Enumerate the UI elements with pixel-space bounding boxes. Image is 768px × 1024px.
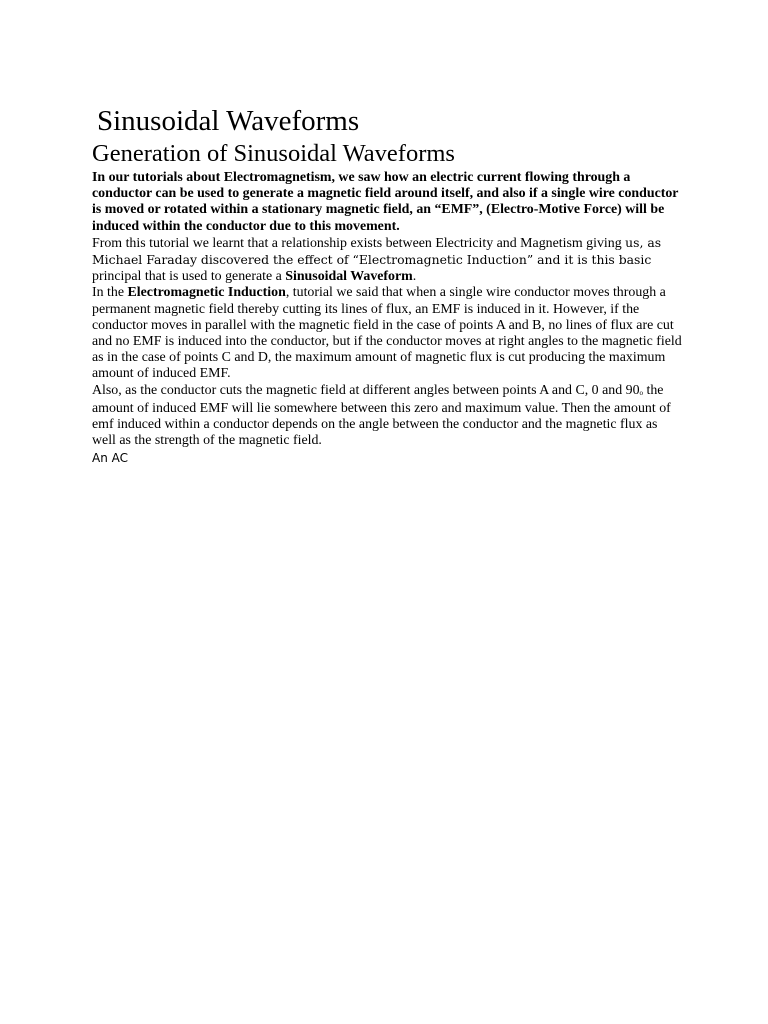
paragraph-faraday-text-2: us, as Michael Faraday discovered the effect of “Electromagnetic Induction” and it is this basic xyxy=(92,234,662,268)
paragraph-faraday-text-3: principal that is used to generate a xyxy=(92,269,286,285)
paragraph-faraday-end: . xyxy=(412,269,417,285)
paragraph-angles-text-2: the amount of induced EMF will lie somewhere between this zero and maximum value. Then the amount of emf induced within a conductor depends on the angle between the conductor and the magnetic flux as well as the strength of the magnetic field. xyxy=(92,382,671,449)
paragraph-faraday xyxy=(92,235,682,286)
document-body xyxy=(92,104,682,466)
sinusoidal-waveform-term: Sinusoidal Waveform xyxy=(285,269,413,285)
paragraph-angles xyxy=(92,383,682,450)
trailing-text: An AC xyxy=(92,451,129,466)
electromagnetic-induction-term: Electromagnetic Induction xyxy=(127,285,286,301)
paragraph-angles-text-1: Also, as the conductor cuts the magnetic field at different angles between points A and C, 0 and 90 xyxy=(92,382,640,398)
document-title: Sinusoidal Waveforms xyxy=(97,105,360,137)
paragraph-induction-text-2: , tutorial we said that when a single wire conductor moves through a permanent magnetic field thereby cutting its lines of flux, an EMF is induced in it. However, if the conductor moves in parallel with the magnetic field in the case of points A and B, no lines of flux are cut and no EMF is induced into the conductor, but if the conductor moves at right angles to the magnetic field as in the case of points C and D, the maximum amount of magnetic flux is cut producing the maximum amount of induced EMF. xyxy=(92,285,682,382)
paragraph-faraday-text-1: From this tutorial we learnt that a relationship exists between Electricity and Magnetism giving xyxy=(92,235,626,251)
degree-superscript: o xyxy=(639,388,644,397)
paragraph-induction-text-1: In the xyxy=(92,285,128,301)
intro-paragraph: In our tutorials about Electromagnetism, we saw how an electric current flowing through a conductor can be used to generate a magnetic field around itself, and also if a single wire conductor is moved or rotated within a stationary magnetic field, an “EMF”, (Electro-Motive Force) will be induced within the conductor due to this movement. xyxy=(92,170,679,234)
section-heading: Generation of Sinusoidal Waveforms xyxy=(92,140,455,167)
paragraph-induction xyxy=(92,285,682,382)
